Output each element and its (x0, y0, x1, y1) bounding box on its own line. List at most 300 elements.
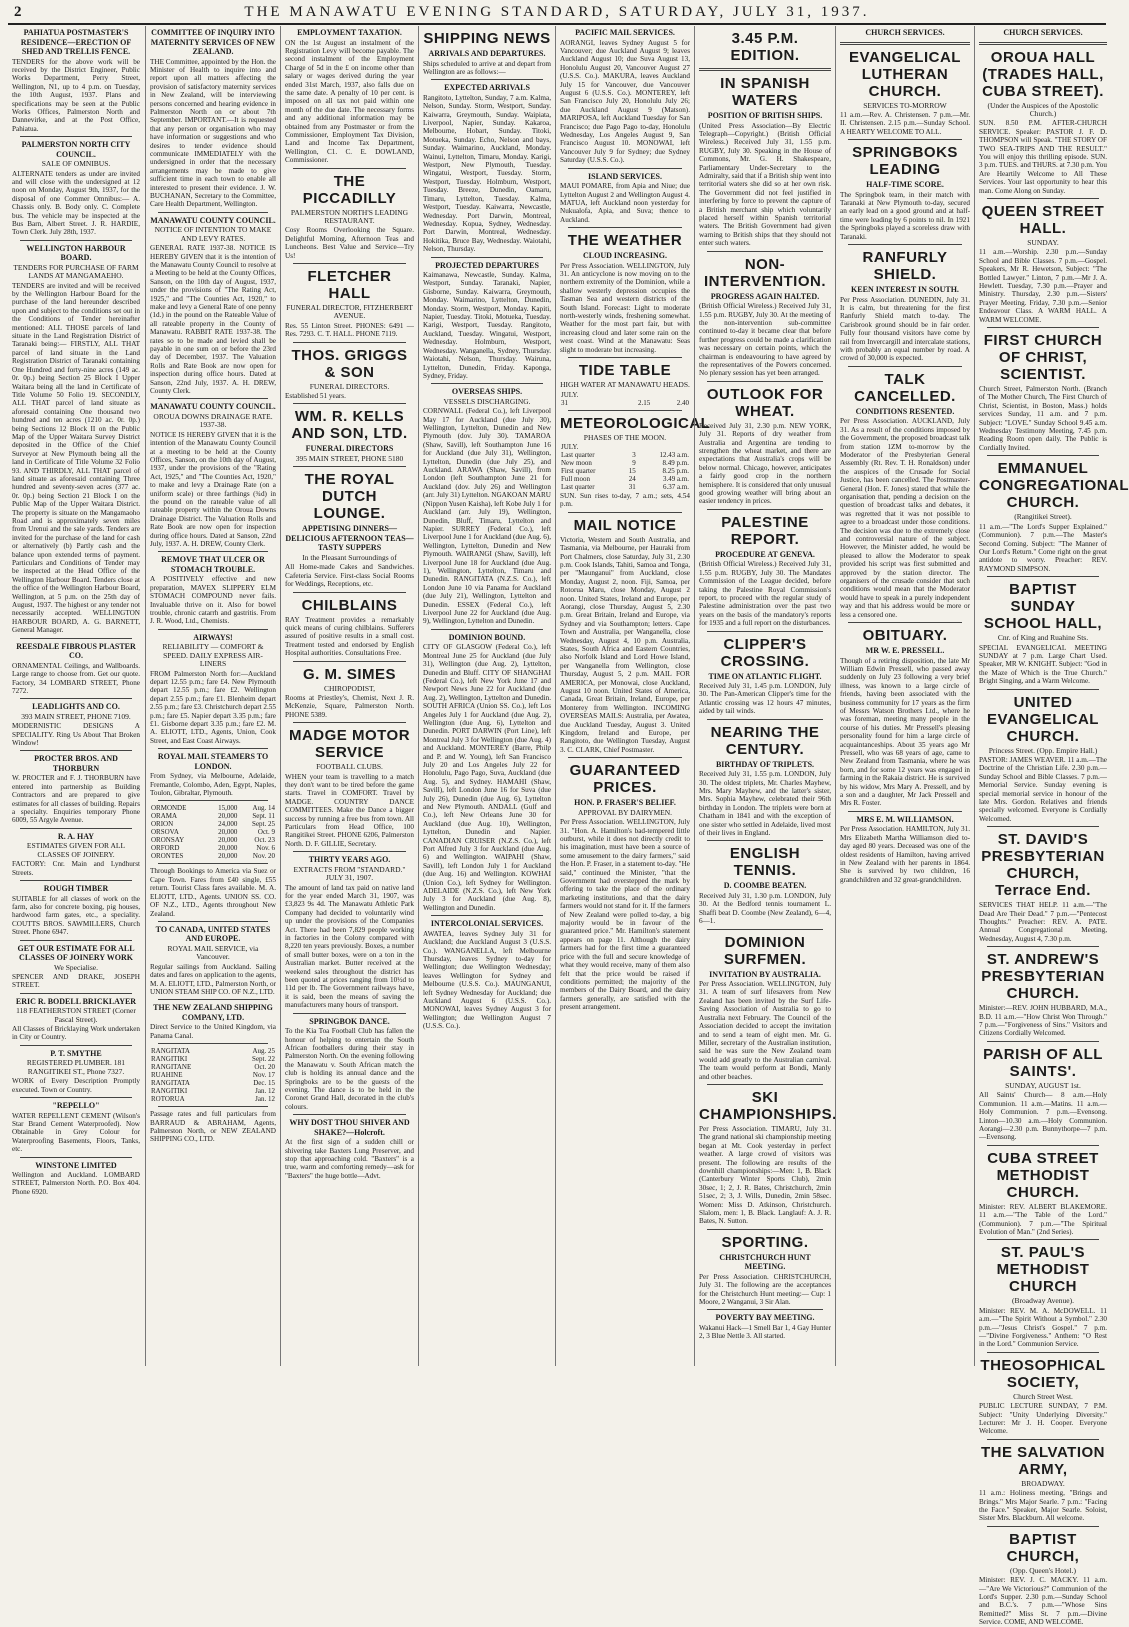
table-row (560, 467, 690, 475)
article-heading: D. COOMBE BEATEN. (723, 881, 807, 891)
article-block (979, 460, 1129, 573)
article-separator (848, 366, 962, 367)
article-body: 11 a.m.: Holiness meeting, "Brings and Brings." Mrs Major Searle. 7 p.m.: "Facing the Face." Speaker, Major Searle. Soloist, Sister Mrs. Blackburn. All welcome. (979, 1489, 1107, 1523)
article-heading: PROCTER BROS. AND THORBURN (34, 754, 118, 773)
article-body: TENDERS are invited and will be received by the Wellington Harbour Board for the purchase of the land hereunder described upon and subject to the conditions set out in the Conditions of Tender hereinafter mentioned: ALL THOSE parcels of land situate in the Land Registration District of Taranaki being:— FIRSTLY, ALL THAT parcel of land situate in the Land Registration District of Taranaki containing One Hundred and forty-nine acres (149 ac. 0r. 0p.) being Section 25 Block I Upper Waitara being all the land in Certificate of Title Volume 50 Folio 19. SECONDLY, ALL THAT parcel of land situate as aforesaid containing One thousand two hundred and ten acres (1210 ac. 0r. 0p.) being Sections 12 Block II on the Public Map of the Upper Waitara Survey District deposited in the Office of the Chief Surveyor at New Plymouth being all the land in Certificate of Title Volume 32 Folio 93. AND THIRDLY, ALL THAT parcel of land situate as aforesaid containing Three hundred and seventy-seven acres (377 ac. 0r. 0p.) being Section 21 Block I on the Public Map of the Upper Waitara District. The property is situate on the Mangamaoho Road and is approximately seven miles from Urenui and the sale yards. Tenders are invited for the purchase of the land for cash or alternatively (b) Partly cash and the balance upon extended terms of payment. Particulars and Conditions of Tender may be inspected at the Head Office of the Wellington Harbour Board. Tenders close at the office of the Wellington Harbour Board, Wellington, at 5 p.m. on the 25th day of August, 1937. The highest or any tender not necessarily accepted. WELLINGTON HARBOUR BOARD, A. G. BARNETT, General Manager. (12, 281, 140, 635)
article-headline: SHIPPING NEWS (423, 30, 551, 47)
article-separator (707, 251, 823, 252)
article-body: 11 a.m.—"The Lord's Supper Explained." (Communion). 7 p.m.—The Master's Second Coming. Subject: "The Manner of Our Lord's Return." Come right on the great antidote to worry. Preacher: REV. RAYMOND SIMPSON. (979, 522, 1107, 573)
article-heading: HALF-TIME SCORE. (866, 180, 944, 190)
article-subheading: SALE OF OMNIBUS. (41, 159, 111, 169)
table-cell: RUAHINE (151, 1071, 183, 1080)
table-cell: 15,000 (218, 804, 238, 813)
article-heading: EMPLOYMENT TAXATION. (297, 28, 402, 37)
article-block (150, 1047, 276, 1103)
table-row (150, 820, 276, 828)
article-block (285, 1017, 414, 1112)
article-headline: THE PICCADILLY (302, 172, 397, 207)
article-separator (707, 840, 823, 841)
article-block (285, 1118, 414, 1180)
article-body: Wellington and Auckland. LOMBARD STREET, Palmerston North. P.O. Box 404. Phone 6920. (12, 1171, 140, 1196)
page-number: 2 (14, 4, 22, 20)
article-block (699, 1088, 837, 1226)
article-body: Per Press Association. HAMILTON, July 31. Mrs Elizabeth Martha Williamson died to-day aged 80 years. Deceased was one of the oldest residents of Hamilton, having arrived in New Zealand with her parents in 1864. She is survived by two children, 16 grandchildren and 32 great-grandchildren. (840, 825, 970, 884)
article-separator (568, 512, 682, 513)
table-row (150, 1071, 276, 1079)
article-block (979, 1357, 1107, 1436)
article-body: Per Press Association. TIMARU, July 31. The grand national ski championship meeting began at Mt. Cook yesterday in perfect weather. A large crowd of visitors was present. The following are results of the downhill championships:—Men: 1, B. Black (Canterbury Winter Sports Club), 2min 30sec, 1; 2, J. R. Bates, Christchurch, 2min 51sec, 2; 3, J. Wills, Dunedin, 2min 58sec. Women: Miss D. Atkinson, Christchurch. Slalom, men: 1, B. Black. Langlauf: A. J. R. Bates, N. Sutton. (699, 1124, 831, 1226)
article-block (423, 83, 551, 253)
article-separator (20, 1157, 132, 1158)
article-separator (293, 342, 406, 343)
article-heading: DOMINION BOUND. (448, 632, 526, 642)
article-heading: THIRTY YEARS AGO. (308, 855, 391, 865)
article-headline: NEARING THE CENTURY. (710, 723, 820, 758)
article-body: A POSITIVELY effective and new preparation, MAVEX SLIPPERY ELM STOMACH COMPOUND never fails. Invaluable thrive on it. Also for bowel trouble, chronic catarrh and gastritis. From J. R. Wood, Ltd., Chemists. (150, 575, 276, 626)
article-headline: NON-INTERVENTION. (703, 255, 827, 290)
article-headline: THE ROYAL DUTCH LOUNGE. (304, 471, 395, 523)
table-cell: Oct. 9 (257, 828, 275, 837)
article-heading: WHY DOST THOU SHIVER AND SHAKE?—Holcroft. (289, 1118, 410, 1137)
article-heading: "REPELLO" (52, 1101, 100, 1110)
table-cell: 12.43 a.m. (659, 450, 689, 459)
article-separator (293, 1114, 406, 1115)
article-body: Received July 31, 1.55 p.m. LONDON, July 30. The oldest triplets, Mr. Charles Mayhew, Mrs. Mary Mayhew, and the latter's sister, Mrs. Sophia Mayhew, celebrated their 96th birthday in London. The triplets were born at Chatham in 1841 and with the exception of one sister who settled in Adelaide, lived most of their lives in England. (699, 770, 831, 838)
article-block (12, 944, 140, 990)
article-body: WATER REPELLENT CEMENT (Wilson's Star Brand Cement Waterproofed). Now Obtainable in Grey Colour for Waterproofing Basements, Floors, Tanks, etc. (12, 1111, 140, 1154)
article-body: W. PROCTER and F. J. THORBURN have entered into partnership as Building Contractors and are prepared to give estimates for all classes of building. Repairs a specialty. Enquiries temporary Phone 6009, 55 Argyle Avenue. (12, 774, 140, 825)
article-body: Cosy Rooms Overlooking the Square. Delightful Morning, Afternoon Teas and Luncheons. Best Value and Service—Try Us! (285, 226, 414, 260)
article-body: Per Press Association. AUCKLAND, July 31. As a result of the conditions imposed by the Government, the proposed broadcast talk from station 1ZM to-morrow by the Moderator of the Presbyterian General Assembly (Rt. Rev. T. H. Ronaldson) under the auspices of the Crusade for Social Justice, has been cancelled. The Postmaster-General (Hon. F. Jones) stated that while the organisation that, pending a decision on the question of broadcast talks and debates, it was regretted that it was not possible to agree to a broadcast under those conditions. The decision was due to the extremely close and controversial nature of the subject. However, the Minister added, he would be pleased to allow the Moderator to speak provided his script was first submitted and approved by the station director. The organisers of the crusade consider that such conditions would mean that the Moderator would have to speak in a purely independent way and that his address would be more or less a censored one. (840, 417, 970, 619)
article-block (423, 919, 551, 1030)
article-body: Kaimanawa, Newcastle, Sunday. Kalma, Westport, Sunday. Taranaki, Napier, Gisborne, Sunday. Kaiwarra, Greymouth, Monday. Waimarino, Lyttelton, Dunedin, Monday. Storm, Westport, Monday. Kapiti, Napier, Tuesday. Titoki, Motueka, Tuesday. Karigi, Westport, Tuesday. Rangitoto, Auckland, Tuesday. Wingatui, Westport, Wednesday. Holmburn, Westport, Wednesday. Wanganella, Sydney, Thursday. Waiotahi, Nelson, Thursday. Wairuna, Lyttelton, Dunedin, Friday. Kaponga, Sydney, Friday. (423, 271, 551, 380)
table-cell: 2.15 (637, 398, 651, 407)
article-block (979, 694, 1107, 824)
data-table (150, 804, 276, 860)
article-separator (707, 631, 823, 632)
article-heading: POVERTY BAY MEETING. (715, 1313, 815, 1323)
article-separator (987, 1041, 1099, 1042)
article-headline: PARISH OF ALL SAINTS'. (983, 1045, 1103, 1080)
article-subheading: Cnr. of King and Ruahine Sts. (997, 633, 1089, 643)
table-cell: Sept. 22 (252, 1055, 275, 1064)
article-body: AWATEA, leaves Sydney July 31 for Auckland; due Auckland August 3 (U.S.S. Co.). WANGANELLA, left Melbourne Thursday, leaves Sydney to-day for Wellington; due Wellington Wednesday; leaves Wellington for Sydney and Melbourne (U.S.S. Co.). MAUNGANUI, left Sydney Wednesday for Auckland; due Auckland August 6 (U.S.S. Co.). MONOWAI, leaves Sydney August 3 for Wellington; due Wellington August 7 (U.S.S. Co.). (423, 929, 551, 1031)
column-8 (974, 26, 1129, 1627)
article-heading: EXPECTED ARRIVALS (444, 83, 530, 93)
article-body: MAUI POMARE, from Apia and Niue; due Lyttelton August 2 and Wellington August 4. MATUA, left Auckland noon yesterday for Nukualofa, Apia, and Suva; thence to Auckland. (560, 182, 690, 224)
article-headline: OBITUARY. (862, 627, 948, 645)
article-block (150, 1003, 276, 1040)
table-cell (637, 443, 690, 451)
article-block (12, 997, 140, 1042)
article-separator (20, 638, 132, 639)
article-body: Regular sailings from Auckland. Sailing dates and fares on application to the agents, M. A. ELIOTT, LTD., Palmerston North, or UNION STEAM SHIP CO. OF N.Z., LTD. (150, 962, 276, 996)
table-row (150, 828, 276, 836)
article-block (840, 371, 970, 619)
table-cell: 20,000 (218, 844, 238, 853)
article-body: (United Press Association—By Electric Telegraph—Copyright.) (British Official Wireless.) Received July 31, 1.55 p.m. RUGBY, July 30. Speaking in the House of Commons, Mr. G. H. Shakespeare, Parliamentary Under-Secretary to the Admiralty, said that if a British ship went into territorial waters she did so at her own risk. The Government did not feel justified in interfering by force to prevent the capture of a British merchant ship which voluntarily placed herself within Spanish territorial waters. The British Government had given warning to British ships that they should not enter such waters. (699, 121, 831, 248)
table-row (560, 399, 690, 407)
article-block (699, 514, 831, 628)
article-body: WHEN your team is travelling to a match they don't want to be tired before the game starts. Travel in COMFORT. Travel by MADGE. COUNTRY DANCE COMMITTEES. Make the Dance a bigger success by running a free bus from town. All Particulars from Head Office, 100 Rangitikei Street. PHONE 6206, Palmerston North. D. F. GILLIE, Secretary. (285, 772, 414, 848)
table-cell: 31 (628, 482, 636, 491)
table-row (560, 483, 690, 491)
article-headline: UNITED EVANGELICAL CHURCH. (987, 693, 1099, 745)
article-block (150, 804, 276, 860)
article-body: To the Kia Toa Football Club has fallen the honour of helping to entertain the South African footballers during their stay in Palmerston North. On the evening following the Manawatu v. South African match the club is holding its annual dance and the Springboks are to be the guests of the evening. The dance is to be held in the Coronet Grand Hall, decorated in the club's colours. (285, 1027, 414, 1111)
article-block (12, 642, 140, 696)
article-headline: SKI CHAMPIONSHIPS. (699, 1088, 837, 1123)
article-heading: ISLAND SERVICES. (588, 171, 662, 181)
article-body: Per Press Association. CHRISTCHURCH, July 31. The following are the acceptances for the Christchurch Hunt meeting:— Cup: 1 Moore, 2 Wanganui, 3 Sir Alan. (699, 1272, 831, 1307)
article-subheading: (Broadway Avenue). (1012, 1296, 1074, 1306)
article-body: PASTOR: JAMES WEAVER. 11 a.m.—The Doctrine of the Christian Life. 2.30 p.m.—Sunday School and Bible Classes. 7 p.m.—Memorial Service. Sunday evening is special memorial service in honour of the late Mrs. Gordon. Relatives and friends specially welcomed. Everyone is Cordially Welcomed. (979, 755, 1107, 823)
article-heading: MANAWATU COUNTY COUNCIL. (150, 215, 276, 225)
article-separator (158, 1106, 268, 1107)
article-subheading: ESTIMATES GIVEN FOR ALL CLASSES OF JOINERY. (26, 841, 126, 859)
article-separator (987, 327, 1099, 328)
article-body: Res. 55 Linton Street. PHONES: 6491 — Res. 7293. C. T. HALL. PHONE 7119. (285, 321, 414, 339)
article-headline: BAPTIST SUNDAY SCHOOL HALL, (983, 581, 1103, 633)
article-separator (568, 357, 682, 358)
article-block (560, 762, 690, 1011)
article-separator (158, 800, 268, 801)
table-cell: 24 (628, 474, 636, 483)
article-block (285, 173, 414, 260)
article-block (699, 75, 831, 248)
article-separator (20, 698, 132, 699)
table-cell: 24,000 (218, 820, 238, 829)
article-block (285, 471, 414, 588)
table-row (150, 1079, 276, 1087)
article-heading: CONDITIONS RESENTED. (855, 406, 955, 416)
article-block (285, 666, 414, 720)
article-block (423, 633, 551, 913)
article-headline: QUEEN STREET HALL. (981, 202, 1105, 237)
article-body: Per Press Association. WELLINGTON, July 31. A team of surf lifesavers from New Zealand has been invited by the Surf Life-Saving Association of Australia to go to Australia next February. The Council of the Association decided to accept the invitation and to send a team of eight men. Mr. G. Miller, secretary of the Australian institution, said he was sure the New Zealand team would add greatly to the Australian carnival. The team would perform at Bondi, Manly and other beaches. (699, 980, 831, 1081)
table-cell: Oct. 20 (254, 1063, 275, 1072)
article-separator (431, 79, 543, 80)
column-5 (555, 26, 711, 1366)
article-headline: G. M. SIMES (302, 665, 396, 683)
article-separator (987, 1239, 1099, 1240)
article-separator (293, 851, 406, 852)
article-separator (293, 263, 406, 264)
article-body: (British Official Wireless.) Received July 31, 1.55 p.m. RUGBY, July 30. The Mandates Commission of the League decided, before taking the Palestine Royal Commission's report, to proceed with the regular study of Palestine administration over the past two years on the basis of the mandatory's reports for 1935 and a full report on the disturbances. (699, 560, 831, 628)
table-cell: Nov. 17 (252, 1071, 275, 1080)
article-heading: OVERSEAS SHIPS. (451, 387, 523, 397)
table-cell: Aug. 25 (252, 1047, 275, 1056)
article-body: Through Bookings to America via Suez or Cape Town. Fares from £40 single, £55 return. Tourist Class fares available. M. A. ELIOTT, LTD., Agents. UNION SS. CO. OF N.Z., LTD., Agents throughout New Zealand. (150, 867, 276, 918)
article-body: All Classes of Bricklaying Work undertaken in City or Country. (12, 1025, 140, 1042)
table-cell: Nov. 20 (252, 852, 275, 861)
article-block (150, 925, 276, 996)
article-subheading: SUNDAY, AUGUST 1st. (1005, 1080, 1081, 1090)
table-cell: ORMONDE (151, 804, 187, 813)
article-separator (568, 227, 682, 228)
section-rule (699, 68, 831, 71)
article-block (285, 347, 414, 401)
table-row (150, 836, 276, 844)
article-block (699, 30, 831, 71)
column-7 (835, 26, 974, 1366)
table-row (150, 844, 276, 852)
article-block (840, 49, 970, 137)
article-separator (848, 811, 962, 812)
article-subheading: (Rangitikei Street). (1014, 512, 1072, 522)
table-cell: 9 (632, 458, 636, 467)
article-headline: METEOROLOGICAL (560, 414, 711, 432)
table-cell: 6.37 a.m. (662, 482, 689, 491)
article-body: From Sydney, via Melbourne, Adelaide, Fremantle, Colombo, Aden, Egypt, Naples, Toulon, Gibraltar, Plymouth. (150, 772, 276, 798)
article-headline: IN SPANISH WATERS (720, 75, 810, 109)
article-headline: BAPTIST CHURCH, (1006, 1530, 1080, 1565)
article-separator (20, 828, 132, 829)
article-heading: P. T. SMYTHE (50, 1048, 102, 1058)
article-block (979, 581, 1107, 685)
article-separator (987, 1439, 1099, 1440)
article-separator (293, 1013, 406, 1014)
table-cell: JULY. (561, 390, 579, 399)
article-subheading: FOOTBALL CLUBS. (316, 762, 383, 772)
article-heading: GET OUR ESTIMATE FOR ALL CLASSES OF JOINERY WORK (17, 943, 135, 963)
article-heading: BIRTHDAY OF TRIPLETS. (715, 759, 815, 769)
article-block (979, 203, 1107, 324)
article-heading: CHURCH SERVICES. (865, 28, 945, 37)
article-heading: WELLINGTON HARBOUR BOARD. (26, 243, 126, 263)
data-table (560, 443, 690, 491)
table-row (560, 391, 690, 399)
article-headline: CLIPPER'S CROSSING. (720, 635, 810, 670)
article-body: 11 a.m.—Rev. A. Christensen. 7 p.m.—Mr. II. Christensen. 2.15 p.m.—Sunday School. A HEARTY WELCOME TO ALL. (840, 110, 970, 136)
article-headline: THE SALVATION ARMY, (981, 1443, 1105, 1478)
article-headline: ST. ANDREW'S PRESBYTERIAN CHURCH. (981, 951, 1105, 1003)
table-row (560, 475, 690, 483)
article-body: Rangitoto, Lyttelton, Sunday, 7 a.m. Kalma, Nelson, Sunday. Storm, Westport, Sunday. Kaiwarra, Greymouth, Sunday. Waipiata, Liverpool, Napier, Sunday. Kakaroa, Melbourne, Hobart, Sunday. Titoki, Motueka, Sunday. Echo, Nelson and bays, Sunday. Waimarino, Auckland, Monday. Wainui, Lyttelton, Timaru, Monday. Karigi, Westport, New Plymouth, Tuesday. Wingatui, Westport, Tuesday. Storm, Westport, Tuesday. Holmburn, Westport, Tuesday. Breeze, Dunedin, Oamaru, Timaru, Lyttelton, Tuesday. Kalma, Westport, Tuesday. Kaiwarra, Newcastle, Wednesday. Port Darwin, Montreal, Wednesday. Kopua, Sydney, Wednesday. Port Darwin, Montreal, Wednesday. Hokitika, Bruce Bay, Wednesday. Waiotahi, Nelson, Thursday. (423, 93, 551, 254)
article-separator (158, 921, 268, 922)
article-subheading: 395 MAIN STREET, PHONE 5180 (295, 453, 404, 463)
article-body: All Home-made Cakes and Sandwiches. Cafeteria Service. First-class Social Rooms for Weddings, Receptions, etc. (285, 563, 414, 589)
table-row (150, 1095, 276, 1103)
article-body: Wakanui Hack—1 Smell Bar 1, 4 Gay Hunter 2, 3 Blue Nettle 3. All started. (699, 1323, 831, 1341)
article-block (285, 268, 414, 339)
article-subheading: (Opp. Queen's Hotel.) (1010, 1565, 1076, 1575)
article-heading: ARRIVALS AND DEPARTURES. (428, 49, 546, 58)
article-body: NOTICE IS HEREBY GIVEN that it is the intention of the Manawatu County Council at a meeting to be held at the County Offices, Sanson, on the 10th day of August, 1937, under the provisions of the "Rating Act, 1925," and "The Counties Act, 1920," to make and levy a Drainage Rate (on a uniform scale) or three farthings (¾d) in the pound on the rateable value of all rateable property within the Oroua Downs Drainage District. The Valuation Rolls and Rate Book are now open for inspection during office hours. Dated at Sanson, 22nd July, 1937. A. H. DREW, County Clerk. (150, 430, 276, 549)
article-subheading: PALMERSTON NORTH'S LEADING RESTAURANT. (290, 207, 409, 225)
table-cell: ORONTES (151, 852, 184, 861)
article-separator (707, 1084, 823, 1085)
article-heading: R. A. HAY (57, 831, 95, 841)
article-heading: TIME ON ATLANTIC FLIGHT. (708, 671, 822, 681)
article-subheading: TENDERS FOR PURCHASE OF FARM LANDS AT MANGAMAEHO. (13, 262, 139, 281)
article-subheading: ROYAL MAIL SERVICE, via Vancouver. (167, 943, 259, 962)
article-body: FROM Palmerston North for:—Auckland depart 12.55 p.m.; fare £4. New Plymouth depart 12.55 p.m.; fare £2. Wellington depart 2.55 p.m.; fare £1. Blenheim depart 2.55 p.m.; fare £3. Christchurch depart 2.55 p.m.; fare £5. Napier depart 3.35 p.m.; fare £1. Gisborne depart 3.35 p.m.; fare £2. M. A. ELIOTT, LTD., Agents, Union, Cook Street, and East Coast Airways. (150, 669, 276, 745)
article-subheading: SUNDAY. (1027, 237, 1059, 247)
article-separator (707, 509, 823, 510)
article-headline: 3.45 P.M. EDITION. (730, 30, 800, 64)
article-body: Minister: REV. ALBERT BLAKEMORE. 11 a.m.—"The Table of the Lord." (Communion). 7 p.m.—"The Spiritual Evolution of Man." (2nd Series). (979, 1202, 1107, 1236)
data-table (560, 391, 690, 407)
article-block (423, 261, 551, 381)
article-heading: WINSTONE LIMITED (35, 1160, 117, 1170)
article-subheading: PHASES OF THE MOON. (583, 432, 667, 442)
article-block (699, 845, 831, 925)
article-heading: PROCEDURE AT GENEVA. (715, 549, 815, 559)
table-row (150, 1063, 276, 1071)
table-cell (612, 391, 651, 399)
article-body: SUN. 8.50 P.M. AFTER-CHURCH SERVICE. Speaker: PASTOR J. F. D. THOMPSON will Speak. "THE STORY OF TWO SEA-TRIPS AND THE RESULT." You will enjoy this thrilling episode. SUN. 3 p.m. TUES. and THURS. at 7.30 p.m. You Are Heartily Welcome to All These Services. Your last opportunity to hear this man. Come Along on Sunday. (979, 119, 1107, 195)
table-row (150, 804, 276, 812)
article-separator (20, 880, 132, 881)
article-headline: ST. DAVID'S PRESBYTERIAN CHURCH, Terrace End. (981, 831, 1105, 900)
article-heading: SPRINGBOK DANCE. (309, 1016, 390, 1026)
article-separator (987, 576, 1099, 577)
article-separator (158, 398, 268, 399)
article-body: CITY OF GLASGOW (Federal Co.), left Montreal June 25 for Auckland (due July 31), Wellington (due Aug. 2), Lyttelton, Dunedin and Bluff. CITY OF SHANGHAI (Federal Co.), left New York June 17 and Newport News June 22 for Auckland (due Aug. 2), Wellington, Lyttelton and Dunedin. SOUTH AFRICA (Union SS. Co.), left Los Angeles July 1 for Auckland (due Aug. 2), Wellington (due Aug. 6), Lyttelton and Dunedin. PORT DARWIN (Port Line), left Montreal July 3 for Wellington (due Aug. 4) and Auckland. MONTEREY (Barre, Philp and P. and W. Young), left San Francisco July 20 and Los Angeles July 22 for Honolulu, Pago Pago, Suva, Auckland (due Aug. 5), and Sydney. HAMAHI (Shaw, Savill), left London June 16 for Suva (due July 26), Dunedin (due Aug. 6), Lyttelton and New Plymouth. ANDALL (Gulf and Co.), left New Orleans June 30 for Auckland (due Aug. 10), Wellington, Lyttelton, Dunedin and Napier. CANADIAN CRUISER (N.Z.S. Co.), left Port Alfred July 3 for Auckland (due Aug. 6) and Wellington. WAIPAHI (Shaw, Savill), left London July 1 for Auckland (due Aug. 16) and Wellington. KOWHAI (Union Co.), left Sydney for Wellington. ADELAIDE (N.Z.S. Co.), left New York July 3 for Auckland (due Aug. 8), Wellington and Dunedin. (423, 643, 551, 912)
table-row (150, 1055, 276, 1063)
article-heading: COMMITTEE OF INQUIRY INTO MATERNITY SERVICES OF NEW ZEALAND. (150, 28, 276, 56)
article-body: Per Press Association. WELLINGTON, July 31. An anticyclone is now moving on to the northern extremity of the Dominion, while a shallow westerly depression occupies the Tasman Sea and western districts of the South Island. Forecast: Light to moderate north-westerly winds, freshening somewhat. Weather for the most part fair, but with increasing cloud and later some rain on the west coast. Wind at the Manawatu: Seas slight to moderate but increasing. (560, 261, 690, 354)
article-heading: INVITATION BY AUSTRALIA. (709, 969, 821, 979)
article-heading: AIRWAYS! (193, 632, 233, 642)
article-body: (British Official Wireless.) Received July 31, 1.55 p.m. RUGBY, July 30. At the meeting of the non-intervention sub-committee continued to-day it became clear that before further progress could be made a clarification was necessary on certain points, which the chairman is endeavouring to have agreed by the representatives of the Powers concerned. No plenary session has yet been arranged. (699, 302, 831, 378)
article-block (12, 884, 140, 937)
article-headline: OROUA HALL (TRADES HALL, CUBA STREET). (982, 48, 1104, 100)
article-heading: MR W. E. PRESSELL. (865, 646, 945, 656)
article-heading: PROJECTED DEPARTURES (435, 260, 539, 270)
article-block (12, 244, 140, 635)
table-cell: RANGITATA (151, 1079, 190, 1088)
table-row (150, 1047, 276, 1055)
table-row (560, 443, 690, 451)
article-heading: CHRISTCHURCH HUNT MEETING. (719, 1252, 811, 1272)
article-block (840, 249, 970, 363)
article-subheading: FUNERAL DIRECTORS. (309, 381, 390, 391)
article-block (979, 1444, 1107, 1523)
article-heading: APPETISING DINNERS—DELICIOUS AFTERNOON TEAS—TASTY SUPPERS (285, 524, 414, 553)
table-cell: Nov. 6 (256, 844, 275, 853)
article-body: SUITABLE for all classes of work on the farm, also for concrete boxing, pig houses, hardwood farm gates, etc., a speciality. COUTTS BROS. SAWMILLERS, Church Street. Phone 6947. (12, 894, 140, 937)
article-block (979, 1150, 1107, 1237)
article-separator (293, 722, 406, 723)
table-cell: 8.25 p.m. (662, 466, 689, 475)
article-block (150, 555, 276, 625)
table-cell: 20,000 (218, 852, 238, 861)
article-block (699, 724, 831, 838)
article-subheading: SERVICES TO-MORROW (863, 100, 947, 110)
article-subheading: EXTRACTS FROM "STANDARD." JULY 31, 1907. (293, 864, 406, 883)
article-separator (707, 929, 823, 930)
table-cell: Dec. 15 (253, 1079, 275, 1088)
article-headline: FIRST CHURCH OF CHRIST, SCIENTIST. (983, 332, 1103, 384)
table-row (560, 459, 690, 467)
article-body: Received July 31, 2.30 p.m. NEW YORK, July 31. Reports of dry weather from Australia and Argentina are tending to strengthen the wheat market, and there are expectations that Australia's crops will be below normal. Chicago, however, anticipates a fairly good crop in the northern hemisphere. It is considered that only unusual good growing weather will bring about an easier tendency in prices. (699, 421, 831, 506)
table-cell: RANGITIKI (151, 1055, 188, 1064)
table-cell: Last quarter (561, 450, 595, 459)
article-subheading: FUNERAL DIRECTOR, FITZHERBERT AVENUE. (286, 303, 413, 321)
article-block (979, 1244, 1107, 1348)
article-separator (431, 629, 543, 630)
article-block (12, 140, 140, 237)
article-headline: SPORTING. (721, 1233, 809, 1251)
article-headline: TALK CANCELLED. (854, 370, 956, 405)
table-cell: ORONSAY (151, 836, 185, 845)
article-body: Minister:—REV. JOHN HUBBARD, M.A., B.D. 11 a.m.—"How Christ Won Through." 7 p.m.—"Forgiveness of Sins." Visitors and Citizens Cordially Welcomed. (979, 1004, 1107, 1038)
article-separator (707, 1229, 823, 1230)
article-block (12, 1049, 140, 1094)
article-headline: ENGLISH TENNIS. (729, 845, 801, 880)
article-headline: EVANGELICAL LUTHERAN CHURCH. (849, 48, 961, 100)
article-headline: DOMINION SURFMEN. (723, 933, 807, 968)
article-headline: SPRINGBOKS LEADING (852, 144, 958, 179)
article-heading: ERIC R. BODELL BRICKLAYER (15, 996, 137, 1006)
article-subheading: In the Pleasant Surroundings of (302, 552, 397, 562)
article-body: CORNWALL (Federal Co.), left Liverpool May 17 for Auckland (due July 30), Wellington, Lyttelton, Dunedin and New Plymouth (dov. July 30). TAMAROA (Shaw, Savill), left Southampton June 16 for Auckland (due July 31), Wellington, Lyttelton, Dunedin (due July 25), and Auckland. ARAWA (Shaw, Savill), from London (left Southampton June 21 for Auckland (dov. July 26) and Wellington (arr. July 31) Lyttelton. NGAKOAN MARU (Nippon Yusen Kaisha), left Kobe July 1 for Auckland (arr. July 19), Wellington, Dunedin, Bluff, Timaru, Lyttelton and Napier. SURREY (Federal Co.), left Liverpool June 1 for Auckland (due Aug. 6), Wellington, Lyttelton, Dunedin and New Plymouth. WAIRANGI (Shaw, Savill), left Liverpool June 18 for Auckland (due Aug. 1), Wellington, Lyttelton, Timaru and Dunedin. RANGITATA (N.Z.S. Co.), left London June 10 via Panama for Auckland (due July 21), Wellington, Lyttelton and Dunedin. ESSEX (Federal Co.), left Liverpool June 22 for Auckland (due Aug. 9), Wellington, Lyttelton and Dunedin. (423, 407, 551, 626)
article-body: ALTERNATE tenders as under are invited and will close with the undersigned at 12 noon on Monday, August 9th, 1937, for the disposal of one Commer Omnibus:— A. Chassis only. B. Body only. C. Complete bus. The vehicle may be inspected at the Bus Barn, Albert Street. J. R. HARDIE, Town Clerk. July 28th, 1937. (12, 169, 140, 237)
article-block (285, 408, 414, 463)
article-heading: KEEN INTEREST IN SOUTH. (851, 285, 959, 295)
column-2 (145, 26, 280, 1366)
article-heading: MANAWATU COUNTY COUNCIL. (150, 402, 276, 412)
table-cell: 20,000 (218, 836, 238, 845)
article-body: The Springbok team, in their match with Taranaki at New Plymouth to-day, secured an early lead on a good ground and at half-time were leading by 6 points to nil. In 1921 the Springboks played a scoreless draw with Taranaki. (840, 190, 970, 241)
article-block (840, 815, 970, 884)
article-heading: PALMERSTON NORTH CITY COUNCIL. (21, 140, 131, 159)
article-body: At the first sign of a sudden chill or shivering take Baxters Lung Preserver, and stop that approaching cold. "Baxters" is a true, warm and comforting remedy—ask for "Baxters" the huge bottle—Advt. (285, 1138, 414, 1180)
article-separator (568, 757, 682, 758)
table-cell: RANGITIKI (151, 1087, 188, 1096)
article-block (979, 951, 1107, 1038)
article-body: Church Street, Palmerston North. (Branch of The Mother Church, The First Church of Christ, Scientist, in Boston, Mass.) holds services Sunday, 11 a.m. and 7 p.m. Subject: "LOVE." Sunday School 9.45 a.m. Wednesday Testimony Meeting, 7.45 p.m. Reading Room open daily. The Public is Cordially Invited. (979, 385, 1107, 452)
article-heading: LEADLIGHTS AND CO. (32, 702, 120, 712)
article-subheading: Princess Street. (Opp. Empire Hall.) (988, 745, 1098, 755)
masthead (8, 4, 1106, 24)
table-cell: Jan. 12 (255, 1087, 275, 1096)
article-block (285, 855, 414, 1009)
article-subheading: 393 MAIN STREET, PHONE 7109. (21, 711, 131, 721)
table-row (150, 812, 276, 820)
article-headline: CHILBLAINS (301, 596, 398, 614)
article-headline: THEOSOPHICAL SOCIETY, (980, 1356, 1106, 1391)
article-block (423, 387, 551, 625)
article-body: Per Press Association. DUNEDIN, July 31. It is calm, but threatening for the first Ranfurly Shield match to-day. The Carisbrook ground should be in fair order. Fully four thousand visitors have come by rail from Invercargill and intercalate stations, with probably an equal number by road. A crowd of 30,000 is expected. (840, 295, 970, 363)
article-separator (987, 198, 1099, 199)
article-separator (707, 381, 823, 382)
article-separator (158, 629, 268, 630)
table-cell: 8.49 p.m. (662, 458, 689, 467)
article-heading: INTERCOLONIAL SERVICES. (430, 919, 544, 929)
article-subheading: REGISTERED PLUMBER. 181 RANGITIKEI ST., Phone 7327. (26, 1058, 126, 1076)
data-table (150, 1047, 276, 1103)
article-body: Established 51 years. (285, 392, 346, 401)
article-body: SPECIAL EVANGELICAL MEETING SUNDAY at 7 p.m. Large Chart Used. Speaker, MR W. KNIGHT. Subject: "God in the Maze of Which is the True Church." Bright Singing, and a Warm Welcome. (979, 643, 1107, 686)
article-block (840, 627, 970, 808)
article-subheading: 118 FEATHERSTON STREET (Corner Pascal Street). (16, 1006, 136, 1024)
article-block (560, 172, 690, 225)
article-body: Minister: REV. M. A. McDOWELL. 11 a.m.—"The Spirit Without a Symbol." 2.30 p.m.—"Jesus Christ's Gospel." 7 p.m.—"Divine Forgiveness." Anthem: "O Rest in the Lord." Communion Service. (979, 1306, 1107, 1349)
article-heading: ROUGH TIMBER (43, 884, 109, 893)
article-heading: FUNERAL DIRECTORS (305, 444, 394, 454)
article-block (699, 256, 831, 378)
article-separator (20, 136, 132, 137)
article-separator (987, 826, 1099, 827)
section-rule (979, 42, 1107, 45)
article-heading: CHURCH SERVICES. (1003, 28, 1083, 37)
article-body: ORNAMENTAL Ceilings, and Wallboards. Large range to choose from. Get our quote. Factory, 34 LOMBARD STREET, Phone 7272. (12, 661, 140, 695)
table-cell: First quarter (561, 466, 596, 475)
article-subheading: CHIROPODIST, (324, 683, 375, 693)
